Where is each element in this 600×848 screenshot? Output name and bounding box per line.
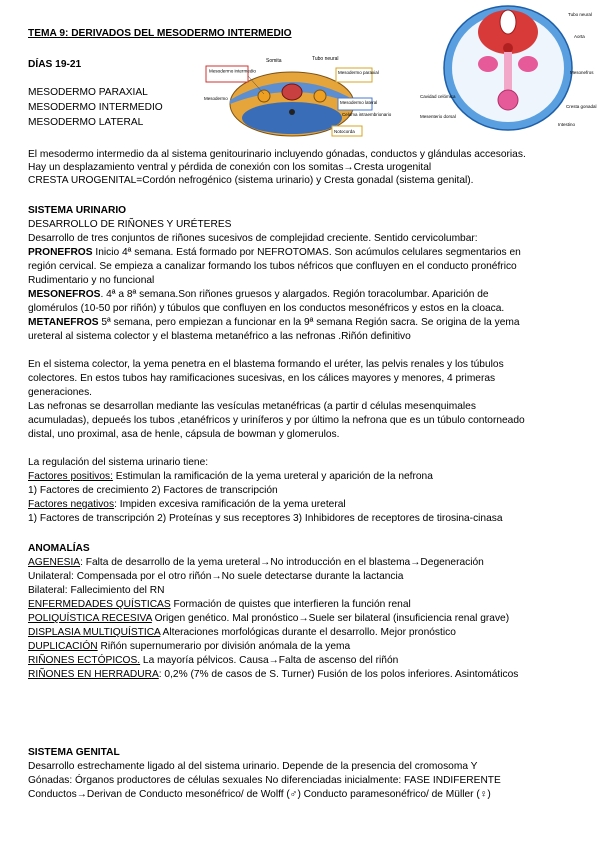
pronefros-line-3: Rudimentario y no funcional xyxy=(28,275,155,286)
colector-line-1: En el sistema colector, la yema penetra en el blastema formando el uréter, las pelvis renales y los túbulos xyxy=(28,359,504,370)
factores-negativos-text: : Impiden excesiva ramificación de la yema ureteral xyxy=(114,499,346,510)
colector-line-3: generaciones. xyxy=(28,387,93,398)
label-mesonefros: Mesonefros xyxy=(570,70,594,75)
metanefros-line-2: ureteral al sistema colector y el blastema metanéfrico a las nefronas .Riñón definitivo xyxy=(28,331,411,342)
label-somita: Somita xyxy=(266,58,282,64)
agenesia-line xyxy=(28,556,484,569)
factores-positivos-term: Factores positivos: xyxy=(28,471,113,482)
label-mesenterio: Mesenterio dorsal xyxy=(420,114,456,119)
factores-negativos-line xyxy=(28,498,346,511)
label-tubo-neural-2: Tubo neural xyxy=(568,12,592,17)
label-paraxial: Mesodermo paraxial xyxy=(338,70,379,75)
nefronas-line-3: distal, uno proximal, asa de henle, cápsula de bowman y glomerulos. xyxy=(28,429,340,440)
agenesia-term: AGENESIA xyxy=(28,557,81,568)
duplicacion-text: Riñón supernumerario por división anómala de la yema xyxy=(97,641,351,652)
quisticas-term: ENFERMEDADES QUÍSTICAS xyxy=(28,599,171,610)
genital-line-3: Conductos→Derivan de Conducto mesonéfrico/ de Wolff (♂) Conducto paramesonéfrico/ de Müller (♀) xyxy=(28,789,491,800)
mesonefros-text: . 4ª a 8ª semana.Son riñones gruesos y alargados. Región toracolumbar. Aparición de xyxy=(100,289,489,300)
pronefros-line-2: región cervical. Se empieza a canalizar formando los tubos néfricos que confluyen en el conducto pronéfrico xyxy=(28,261,517,272)
mesodermo-intermedio: MESODERMO INTERMEDIO xyxy=(28,102,163,113)
intro-line-1: El mesodermo intermedio da al sistema genitourinario incluyendo gónadas, conductos y glándulas accesorias. xyxy=(28,149,526,160)
label-cavidad-celomica: Cavidad celómica xyxy=(420,94,456,99)
genital-line-1: Desarrollo estrechamente ligado al del sistema urinario. Depende de la presencia del cromosoma Y xyxy=(28,761,478,772)
dias-heading: DÍAS 19-21 xyxy=(28,59,82,70)
urinario-subheading: DESARROLLO DE RIÑONES Y URÉTERES xyxy=(28,219,232,230)
ectopicos-text: La mayoría pélvicos. Causa→Falta de ascenso del riñón xyxy=(140,655,399,666)
label-lateral: Mesodermo lateral xyxy=(340,100,378,105)
pronefros-text: Inicio 4ª semana. Está formado por NEFROTOMAS. Son acúmulos celulares segmentarios en xyxy=(92,247,521,258)
displasia-line xyxy=(28,626,456,639)
displasia-text: Alteraciones morfológicas durante el desarrollo. Mejor pronóstico xyxy=(160,627,456,638)
anomalias-heading: ANOMALÍAS xyxy=(28,543,90,554)
label-mesodermo: Mesodermo xyxy=(204,96,228,101)
label-notocorda: Notocorda xyxy=(334,129,355,134)
factores-negativos-term: Factores negativos xyxy=(28,499,115,510)
mesonefros-term: MESONEFROS xyxy=(28,289,101,300)
sistema-urinario-heading: SISTEMA URINARIO xyxy=(28,205,127,216)
herradura-line xyxy=(28,668,518,681)
poliquistica-text: Origen genético. Mal pronóstico→Suele ser bilateral (insuficiencia renal grave) xyxy=(151,613,510,624)
embryo-section-figure xyxy=(204,54,392,140)
mesonefros-line-2: glomérulos (10-50 por riñón) y túbulos que confluyen en los conductos mesonéfricos y estos en la cloaca. xyxy=(28,303,505,314)
ectopicos-line xyxy=(28,654,398,667)
label-celoma: Celoma intraembrionario xyxy=(342,112,392,117)
factores-negativos-list: 1) Factores de transcripción 2) Proteínas y sus receptores 3) Inhibidores de receptores de tirosina-cinasa xyxy=(28,513,503,524)
factores-positivos-text: Estimulan la ramificación de la yema ureteral y aparición de la nefrona xyxy=(112,471,433,482)
label-mesodermo-intermedio: Mesodermo intermedio xyxy=(209,68,256,74)
poliquistica-term: POLIQUÍSTICA RECESIVA xyxy=(28,613,152,624)
intro-line-2: Hay un desplazamiento ventral y pérdida de conexión con los somitas→Cresta urogenital xyxy=(28,162,432,173)
label-tubo-neural: Tubo neural xyxy=(312,56,339,62)
poliquistica-line xyxy=(28,612,509,625)
displasia-term: DISPLASIA MULTIQUÍSTICA xyxy=(28,627,161,638)
metanefros-text: 5ª semana, pero empiezan a funcionar en la 9ª semana Región sacra. Se origina de la yema xyxy=(98,317,520,328)
intro-line-3: CRESTA UROGENITAL=Cordón nefrogénico (sistema urinario) y Cresta gonadal (sistema genital). xyxy=(28,175,474,186)
bilateral-line: Bilateral: Fallecimiento del RN xyxy=(28,585,165,596)
metanefros-line-1 xyxy=(28,316,520,329)
factores-positivos-list: 1) Factores de crecimiento 2) Factores de transcripción xyxy=(28,485,278,496)
agenesia-text: : Falta de desarrollo de la yema ureteral→No introducción en el blastema→Degeneración xyxy=(80,557,484,568)
quisticas-text: Formación de quistes que interfieren la función renal xyxy=(170,599,411,610)
regulacion-line: La regulación del sistema urinario tiene: xyxy=(28,457,209,468)
duplicacion-term: DUPLICACIÓN xyxy=(28,641,98,652)
pronefros-term: PRONEFROS xyxy=(28,247,93,258)
label-aorta: Aorta xyxy=(574,34,585,39)
mesonefros-line-1 xyxy=(28,288,489,301)
ectopicos-term: RIÑONES ECTÓPICOS. xyxy=(28,655,141,666)
sistema-genital-heading: SISTEMA GENITAL xyxy=(28,747,120,758)
mesodermo-lateral: MESODERMO LATERAL xyxy=(28,117,144,128)
factores-positivos-line xyxy=(28,470,433,483)
label-intestino: Intestino xyxy=(558,122,576,127)
duplicacion-line xyxy=(28,640,350,653)
nefronas-line-2: acumuladas), depueés los tubos ,etanéfricos y uriníferos y por último la nefrona que es un túbulo contorneado xyxy=(28,415,525,426)
urogenital-section-figure xyxy=(418,2,600,132)
mesodermo-paraxial: MESODERMO PARAXIAL xyxy=(28,87,148,98)
unilateral-line: Unilateral: Compensada por el otro riñón→No suele detectarse durante la lactancia xyxy=(28,571,404,582)
herradura-term: RIÑONES EN HERRADURA xyxy=(28,669,159,680)
page-title: TEMA 9: DERIVADOS DEL MESODERMO INTERMEDIO xyxy=(28,28,292,39)
nefronas-line-1: Las nefronas se desarrollan mediante las vesículas metanéfricas (a partir d células mesenquimales xyxy=(28,401,476,412)
metanefros-term: METANEFROS xyxy=(28,317,99,328)
colector-line-2: colectores. En estos tubos hay ramificaciones sucesivas, en los cálices mayores y menores, 4 primeras xyxy=(28,373,496,384)
herradura-text: : 0,2% (7% de casos de S. Turner) Fusión de los polos inferiores. Asintomáticos xyxy=(158,669,519,680)
label-cresta-gonadal: Cresta gonadal xyxy=(566,104,597,109)
genital-line-2: Gónadas: Órganos productores de células sexuales No diferenciadas inicialmente: FASE INDIFERENTE xyxy=(28,775,501,786)
quisticas-line xyxy=(28,598,411,611)
pronefros-line-1 xyxy=(28,246,521,259)
urinario-line-1: Desarrollo de tres conjuntos de riñones sucesivos de complejidad creciente. Sentido cervicolumbar: xyxy=(28,233,478,244)
